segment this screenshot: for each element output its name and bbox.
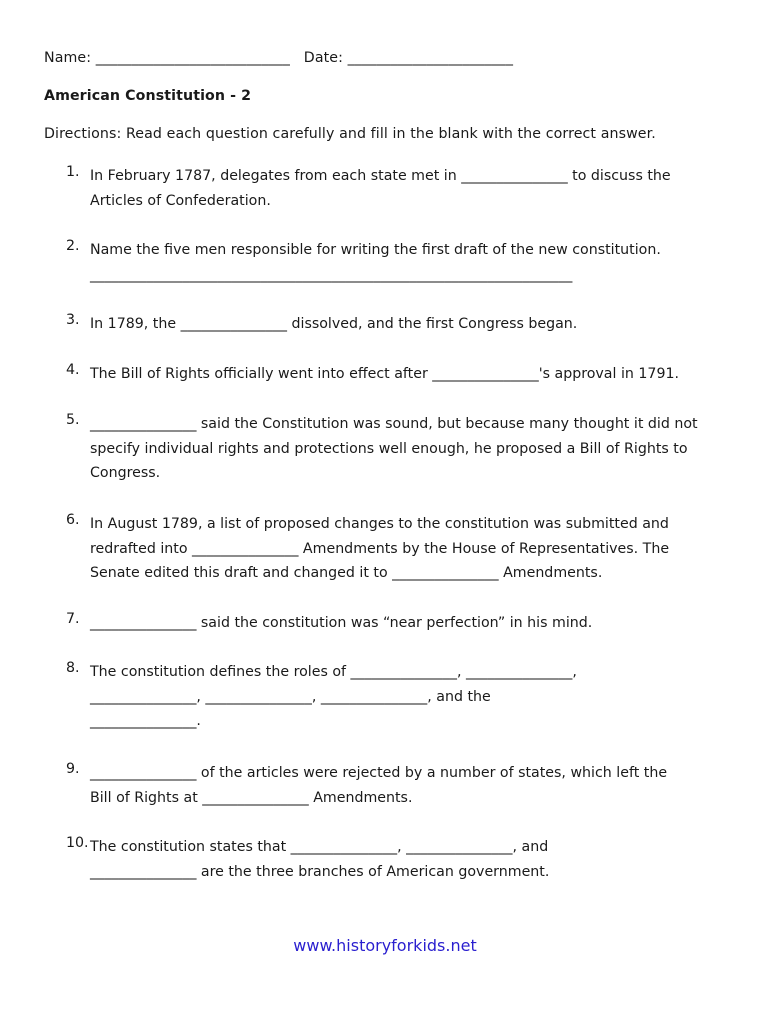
question-number: 10. bbox=[66, 835, 89, 851]
question-line: Senate edited this draft and changed it to _______________ Amendments. bbox=[90, 565, 603, 581]
question-number: 3. bbox=[66, 312, 80, 328]
question-line: specify individual rights and protections well enough, he proposed a Bill of Rights to bbox=[90, 440, 688, 457]
question-line: The constitution states that _______________, _______________, and bbox=[90, 839, 549, 855]
question-line: In August 1789, a list of proposed changes to the constitution was submitted and bbox=[90, 516, 669, 532]
question-text bbox=[90, 512, 750, 586]
question-line: _______________ of the articles were rejected by a number of states, which left the bbox=[90, 765, 668, 781]
question-number: 2. bbox=[66, 238, 80, 254]
question-text bbox=[90, 362, 750, 387]
question-line: Articles of Confederation. bbox=[90, 192, 271, 209]
question-line: ____________________________________________________________________ bbox=[90, 266, 573, 283]
question-line: Name the five men responsible for writing the first draft of the new constitution. bbox=[90, 242, 661, 258]
question-text bbox=[90, 611, 750, 636]
question-number: 9. bbox=[66, 761, 80, 777]
question-line: redrafted into _______________ Amendments by the House of Representatives. The bbox=[90, 540, 670, 557]
name-date-header: Name: ___________________________ Date: _______________________ bbox=[44, 50, 514, 66]
question-line: _______________ are the three branches of American government. bbox=[90, 863, 550, 880]
question-line: _______________ said the constitution was “near perfection” in his mind. bbox=[90, 615, 593, 631]
question-number: 7. bbox=[66, 611, 80, 627]
question-line: The Bill of Rights officially went into effect after _______________'s approval in 1791. bbox=[90, 366, 680, 382]
question-number: 8. bbox=[66, 660, 80, 676]
question-text bbox=[90, 835, 750, 884]
question-line: Bill of Rights at _______________ Amendments. bbox=[90, 789, 413, 806]
website-link[interactable]: www.historyforkids.net bbox=[293, 936, 477, 955]
question-number: 4. bbox=[66, 362, 80, 378]
question-number: 5. bbox=[66, 412, 80, 428]
question-line: _______________ said the Constitution was sound, but because many thought it did not bbox=[90, 416, 698, 432]
worksheet-title: American Constitution - 2 bbox=[44, 88, 252, 104]
question-number: 1. bbox=[66, 164, 80, 180]
question-text bbox=[90, 312, 750, 337]
directions-text: Directions: Read each question carefully and fill in the blank with the correct answer. bbox=[44, 126, 656, 142]
question-text bbox=[90, 660, 750, 734]
question-line: _______________, _______________, _______________, and the bbox=[90, 688, 491, 705]
question-line: In February 1787, delegates from each state met in _______________ to discuss the bbox=[90, 168, 671, 184]
question-line: In 1789, the _______________ dissolved, and the first Congress began. bbox=[90, 316, 578, 332]
question-text bbox=[90, 238, 750, 287]
question-text bbox=[90, 761, 750, 810]
question-text bbox=[90, 164, 750, 213]
question-text bbox=[90, 412, 750, 486]
question-line: Congress. bbox=[90, 465, 161, 481]
question-number: 6. bbox=[66, 512, 80, 528]
question-line: The constitution defines the roles of _______________, _______________, bbox=[90, 664, 577, 680]
question-line: _______________. bbox=[90, 713, 201, 729]
